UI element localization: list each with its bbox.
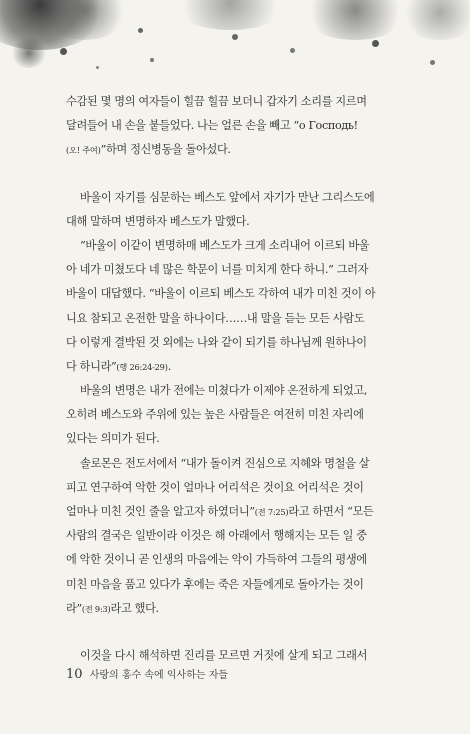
ink-blot	[400, 0, 470, 40]
ink-blot	[0, 0, 110, 50]
ink-dot	[138, 28, 143, 33]
paragraph	[66, 644, 404, 668]
page-footer	[66, 666, 228, 682]
text-line	[66, 573, 404, 597]
ink-blot	[40, 0, 130, 40]
text-run: “바울이 이같이 변명하매 베스도가 크게 소리내어 이르되 바울	[80, 238, 370, 252]
ink-dot	[232, 34, 238, 40]
text-run: 다 이렇게 결박된 것 외에는 나와 같이 되기를 하나님께 원하나이	[66, 335, 367, 349]
ink-blot	[10, 38, 48, 68]
text-line	[66, 234, 404, 258]
text-run: 라”	[66, 601, 82, 615]
paragraph	[66, 186, 404, 234]
text-run: 오히려 베스도와 주위에 있는 높은 사람들은 여전히 미친 자리에	[66, 408, 364, 422]
text-run: 사람의 결국은 일반이라 이것은 해 아래에서 행해지는 모든 일 중	[66, 529, 367, 543]
text-run: .	[167, 359, 171, 373]
ink-dot	[290, 48, 295, 53]
text-run: ”하며 정신병동을 돌아섰다.	[100, 143, 231, 157]
text-run: 피고 연구하여 악한 것이 얼마나 어리석은 것이요 어리석은 것이	[66, 480, 364, 494]
text-line	[66, 476, 404, 500]
text-run: 바울이 대답했다. “바울이 이르되 베스도 각하여 내가 미친 것이 아	[66, 287, 376, 301]
text-line	[66, 452, 404, 476]
paragraph	[66, 90, 404, 163]
text-line	[66, 138, 404, 162]
text-line	[66, 597, 404, 621]
ink-dot	[60, 48, 67, 55]
text-run: 달려들어 내 손을 붙들었다. 나는 얼른 손을 빼고 “o Господь!	[66, 119, 358, 133]
text-run: 대해 말하며 변명하자 베스도가 말했다.	[66, 214, 250, 228]
text-line	[66, 355, 404, 379]
paragraph-gap	[66, 163, 404, 186]
text-line	[66, 282, 404, 306]
paragraph	[66, 234, 404, 379]
ink-dot	[150, 58, 154, 62]
citation: (오! 주여)	[66, 145, 101, 156]
body-text	[66, 90, 404, 668]
ink-dot	[96, 66, 99, 69]
ink-dot	[430, 60, 435, 65]
paragraph	[66, 452, 404, 621]
text-run: 얼마나 미친 것인 줄을 알고자 하였더니”	[66, 505, 255, 518]
paragraph-gap	[66, 621, 404, 644]
text-run: 아 네가 미쳤도다 네 많은 학문이 너를 미치게 한다 하니.” 그러자	[66, 263, 369, 277]
text-run: 라고 했다.	[110, 601, 159, 615]
text-line	[66, 644, 404, 668]
text-line	[66, 427, 404, 451]
running-title: 사랑의 홍수 속에 익사하는 자들	[89, 670, 229, 681]
text-run: 미친 마음을 품고 있다가 후에는 죽은 자들에게로 돌아가는 것이	[66, 577, 364, 591]
text-line	[66, 307, 404, 331]
text-line	[66, 500, 404, 524]
text-line	[66, 210, 404, 234]
text-run: 있다는 의미가 된다.	[66, 432, 160, 446]
text-line	[66, 379, 404, 403]
text-run: 솔로몬은 전도서에서 “내가 돌이켜 진심으로 지혜와 명철을 살	[80, 456, 370, 470]
text-line	[66, 90, 404, 114]
paragraph	[66, 379, 404, 452]
text-line	[66, 403, 404, 427]
text-run: 에 악한 것이니 곧 인생의 마음에는 악이 가득하여 그들의 평생에	[66, 553, 367, 567]
text-run: 바울이 자기를 심문하는 베스도 앞에서 자기가 만난 그리스도에	[80, 190, 375, 204]
text-line	[66, 186, 404, 210]
ink-blot	[300, 0, 410, 40]
text-line	[66, 114, 404, 138]
text-run: 바울의 변명은 내가 전에는 미쳤다가 이제야 온전하게 되었고,	[80, 384, 368, 398]
page-number: 10	[66, 667, 83, 682]
text-run: 다 하니라”	[66, 359, 117, 373]
ink-blot	[170, 0, 290, 30]
citation: (행 26:24-29)	[116, 361, 168, 372]
text-line	[66, 548, 404, 572]
text-line	[66, 524, 404, 548]
text-run: 니요 참되고 온전한 말을 하나이다……내 말을 듣는 모든 사람도	[66, 311, 365, 325]
text-run: 수감된 몇 명의 여자들이 힐끔 힐끔 보더니 갑자기 소리를 지르며	[66, 95, 367, 108]
text-line	[66, 258, 404, 282]
text-run: 라고 하면서 “모든	[288, 505, 374, 518]
citation: (전 7:25)	[254, 507, 289, 517]
text-run: 이것을 다시 해석하면 진리를 모르면 거짓에 살게 되고 그래서	[80, 648, 368, 662]
citation: (전 9:3)	[81, 603, 111, 614]
ink-dot	[372, 40, 379, 47]
text-line	[66, 331, 404, 355]
